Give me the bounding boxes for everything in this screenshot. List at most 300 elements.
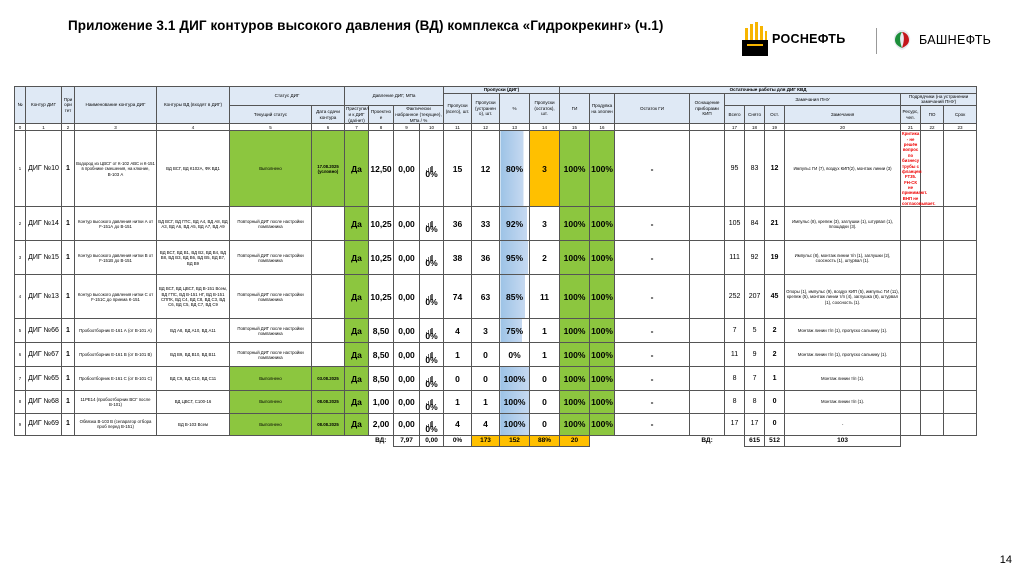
cell-contour-id: ДИГ №67	[26, 343, 62, 367]
cell-passes-total: 4	[444, 319, 472, 343]
cell-row-number: 2	[15, 207, 26, 241]
cell-passes-percent: 100%	[500, 413, 530, 435]
cell-priority: 1	[62, 275, 75, 319]
col-pnu: Замечания ПНУ	[725, 93, 901, 105]
cell-term	[944, 241, 977, 275]
cell-passes-fixed: 36	[472, 241, 500, 275]
rosneft-emblem-icon	[742, 22, 768, 56]
signal-bars-icon	[426, 161, 434, 167]
cell-pnu-total: 105	[725, 207, 745, 241]
cell-contour-name: Водород из ЦВСГ от К-102 АВС и К-151 в пробнике смешения, на клюние, В-103 А	[75, 131, 157, 207]
total-passes-left: 20	[560, 435, 590, 446]
actual-percent-value: 0%	[425, 402, 438, 413]
total-passes-fixed: 152	[500, 435, 530, 446]
cell-pnu-rest: 2	[765, 343, 785, 367]
col-status: Статус ДИГ	[230, 87, 345, 106]
cell-pnu-remarks: Опоры (1), импульс (9), воздух КИП (5), импульс ГИ (11), крепеж (5), монтаж линии т/п (4), заглушка (8), штурвал (1), соосность (1).	[785, 275, 901, 319]
cell-gi-rest: -	[615, 207, 690, 241]
cell-passes-total: 1	[444, 343, 472, 367]
col-resource: Ресурс, чел.	[901, 106, 921, 124]
cell-actual-pressure: 0,00	[394, 319, 420, 343]
cell-design-pressure: 10,25	[369, 207, 394, 241]
column-number: 19	[765, 124, 785, 131]
cell-handover-date	[312, 275, 345, 319]
column-number	[690, 124, 725, 131]
cell-started: Да	[345, 131, 369, 207]
cell-contour-name: 11РЕ14 (пробоотборник ВСГ после В-101)	[75, 391, 157, 413]
column-number	[615, 124, 690, 131]
cell-pnu-total: 11	[725, 343, 745, 367]
cell-pnu-total: 111	[725, 241, 745, 275]
cell-passes-percent: 0%	[500, 343, 530, 367]
col-remaining: Остаточные работы для ДИГ КВД	[560, 87, 977, 94]
col-gi: ГИ	[560, 93, 590, 124]
column-number: 15	[560, 124, 590, 131]
cell-row-number: 9	[15, 413, 26, 435]
cell-contractors	[901, 343, 921, 367]
column-number: 1	[26, 124, 62, 131]
cell-contour-id: ДИГ №66	[26, 319, 62, 343]
actual-percent-value: 0%	[425, 424, 438, 435]
cell-actual-percent	[420, 413, 444, 435]
col-current-status: Текущий статус	[230, 106, 312, 124]
cell-po	[921, 367, 944, 391]
cell-priority: 1	[62, 241, 75, 275]
cell-kip	[690, 319, 725, 343]
cell-vd-contours: ВД ВСГ, ВД ЦВСГ, ВД В-151 Всем, ВД ГПС, ВД В-151 НГ, ВД В-151 СППК, ВД С4, ВД С8, ВД С3, ВД С6, ВД С5, ВД С7, ВД С9	[157, 275, 230, 319]
cell-gi-rest: -	[615, 131, 690, 207]
bashneft-text: БАШНЕФТЬ	[919, 33, 992, 47]
col-handover-date: Дата сдачи контура	[312, 106, 345, 124]
total-actual: 0,00	[420, 435, 444, 446]
column-number: 0	[15, 124, 26, 131]
cell-passes-left: 3	[530, 131, 560, 207]
cell-contour-name: Контур высокого давления нитки С от F-151С до приема К-151	[75, 275, 157, 319]
col-passes: Пропуски (ДИГ)	[444, 87, 560, 94]
column-number: 6	[312, 124, 345, 131]
cell-passes-left: 0	[530, 367, 560, 391]
signal-bars-icon	[426, 323, 434, 329]
col-pressure: Давление ДИГ, МПа	[345, 87, 444, 106]
cell-actual-pressure: 0,00	[394, 367, 420, 391]
total-passes-total: 173	[472, 435, 500, 446]
cell-handover-date: 17.08.2025 (условно)	[312, 131, 345, 207]
col-name: Наименование контура ДИГ	[75, 87, 157, 124]
cell-passes-fixed: 4	[472, 413, 500, 435]
cell-gi: 100%	[560, 131, 590, 207]
cell-contractors	[901, 241, 921, 275]
cell-passes-total: 74	[444, 275, 472, 319]
cell-actual-pressure: 0,00	[394, 391, 420, 413]
total-pnu-total: 615	[745, 435, 765, 446]
cell-pnu-remarks: Импульс (8), крепеж (3), заглушки (1), штурвал (1), площадки (3).	[785, 207, 901, 241]
signal-bars-icon	[426, 416, 434, 422]
cell-vd-contours: ВД В-103 Всем	[157, 413, 230, 435]
logo-divider	[876, 28, 877, 54]
page-title: Приложение 3.1 ДИГ контуров высокого давления (ВД) комплекса «Гидрокрекинг» (ч.1)	[68, 18, 664, 33]
cell-pnu-remarks: Импульс ГИ (7), воздух КИП(2), монтаж линии (3)	[785, 131, 901, 207]
cell-contractors	[901, 319, 921, 343]
cell-pnu-remarks: Монтаж линии т/п (1), пропуско сальнику (1).	[785, 319, 901, 343]
cell-gi: 100%	[560, 413, 590, 435]
cell-contour-id: ДИГ №69	[26, 413, 62, 435]
cell-handover-date: 03.08.2025	[312, 367, 345, 391]
column-number: 11	[444, 124, 472, 131]
cell-gi-rest: -	[615, 343, 690, 367]
cell-actual-pressure: 0,00	[394, 275, 420, 319]
cell-passes-left: 2	[530, 241, 560, 275]
cell-po	[921, 391, 944, 413]
cell-pnu-total: 8	[725, 391, 745, 413]
cell-actual-pressure: 0,00	[394, 413, 420, 435]
column-number: 20	[785, 124, 901, 131]
cell-term	[944, 319, 977, 343]
cell-purge: 100%	[590, 391, 615, 413]
col-no: №	[15, 87, 26, 124]
col-pnu-rest: Ост.	[765, 106, 785, 124]
dig-table	[14, 86, 1011, 447]
cell-gi: 100%	[560, 275, 590, 319]
cell-gi: 100%	[560, 207, 590, 241]
cell-pnu-total: 17	[725, 413, 745, 435]
cell-passes-percent: 75%	[500, 319, 530, 343]
cell-design-pressure: 12,50	[369, 131, 394, 207]
cell-contour-name: Пробоотборник Е-161 С (от В-101 С)	[75, 367, 157, 391]
cell-pnu-rest: 19	[765, 241, 785, 275]
column-number: 5	[230, 124, 312, 131]
cell-contour-id: ДИГ №13	[26, 275, 62, 319]
col-purge: Продувка на злопен	[590, 93, 615, 124]
table-row	[15, 343, 1012, 367]
cell-passes-fixed: 0	[472, 343, 500, 367]
bashneft-logo	[890, 28, 991, 52]
cell-current-status: Выполнено	[230, 413, 312, 435]
col-design: Проектно е	[369, 106, 394, 124]
column-number: 22	[921, 124, 944, 131]
cell-passes-left: 0	[530, 413, 560, 435]
cell-pnu-remarks: Монтаж линии т/п (1).	[785, 367, 901, 391]
cell-passes-left: 1	[530, 319, 560, 343]
cell-pnu-rest: 21	[765, 207, 785, 241]
cell-pnu-rest: 12	[765, 131, 785, 207]
cell-po	[921, 241, 944, 275]
cell-term	[944, 343, 977, 367]
actual-percent-value: 0%	[425, 296, 438, 307]
total-pnu-removed: 512	[765, 435, 785, 446]
cell-pnu-removed: 17	[745, 413, 765, 435]
cell-current-status: Выполнено	[230, 391, 312, 413]
cell-actual-pressure: 0,00	[394, 131, 420, 207]
table-row	[15, 367, 1012, 391]
column-number: 8	[369, 124, 394, 131]
cell-purge: 100%	[590, 343, 615, 367]
cell-design-pressure: 10,25	[369, 241, 394, 275]
cell-pnu-remarks: Импульс (8), монтаж линии т/п (1), заглушки (2), соосность (1), штурвал (1).	[785, 241, 901, 275]
cell-pnu-rest: 0	[765, 391, 785, 413]
cell-contour-name: Контур высокого давления нитки А от F-151А до В-151	[75, 207, 157, 241]
cell-design-pressure: 8,50	[369, 319, 394, 343]
cell-contractors	[901, 367, 921, 391]
cell-passes-fixed: 63	[472, 275, 500, 319]
table-row	[15, 275, 1012, 319]
cell-pnu-total: 95	[725, 131, 745, 207]
cell-pnu-rest: 45	[765, 275, 785, 319]
col-passes-pct: %	[500, 93, 530, 124]
cell-current-status: Повторный ДИГ после настройки помпажника	[230, 319, 312, 343]
signal-bars-icon	[426, 371, 434, 377]
table-row	[15, 207, 1012, 241]
cell-gi-rest: -	[615, 319, 690, 343]
column-number: 9	[394, 124, 420, 131]
cell-vd-contours: ВД ВСГ, ВД К102А, ФК ВД1	[157, 131, 230, 207]
cell-purge: 100%	[590, 319, 615, 343]
col-contour: Контур ДИГ	[26, 87, 62, 124]
cell-passes-total: 38	[444, 241, 472, 275]
cell-actual-pressure: 0,00	[394, 343, 420, 367]
cell-current-status: Выполнено	[230, 131, 312, 207]
cell-started: Да	[345, 343, 369, 367]
actual-percent-value: 0%	[425, 330, 438, 341]
cell-started: Да	[345, 207, 369, 241]
col-contractors: Подрядчики (на устранении замечаний ПНУ)	[901, 93, 977, 105]
cell-handover-date	[312, 343, 345, 367]
cell-pnu-rest: 0	[765, 413, 785, 435]
cell-contractors	[901, 207, 921, 241]
cell-passes-left: 3	[530, 207, 560, 241]
cell-handover-date: 08.08.2025	[312, 413, 345, 435]
column-number: 18	[745, 124, 765, 131]
cell-vd-contours: ВД В9, ВД В10, ВД В11	[157, 343, 230, 367]
table-row	[15, 131, 1012, 207]
cell-started: Да	[345, 241, 369, 275]
col-passes-fixed: Пропуски (устранен о), шт.	[472, 93, 500, 124]
cell-actual-percent	[420, 343, 444, 367]
cell-passes-percent: 100%	[500, 391, 530, 413]
cell-priority: 1	[62, 343, 75, 367]
cell-started: Да	[345, 275, 369, 319]
column-number: 13	[500, 124, 530, 131]
cell-current-status: Повторный ДИГ после настройки помпажника	[230, 275, 312, 319]
cell-row-number: 7	[15, 367, 26, 391]
col-term: Срок	[944, 106, 977, 124]
cell-pnu-removed: 83	[745, 131, 765, 207]
signal-bars-icon	[426, 250, 434, 256]
table-row	[15, 319, 1012, 343]
cell-current-status: Выполнено	[230, 367, 312, 391]
column-number: 4	[157, 124, 230, 131]
cell-gi: 100%	[560, 241, 590, 275]
cell-term	[944, 413, 977, 435]
cell-po	[921, 319, 944, 343]
cell-passes-fixed: 1	[472, 391, 500, 413]
signal-bars-icon	[426, 289, 434, 295]
cell-pnu-remarks: -	[785, 413, 901, 435]
cell-row-number: 6	[15, 343, 26, 367]
cell-contour-name: Пробоотборник Е-161 А (от В-101 А)	[75, 319, 157, 343]
cell-po	[921, 131, 944, 207]
table-body	[15, 131, 1012, 436]
total-label: ВД:	[375, 437, 387, 445]
cell-handover-date: 08.08.2025	[312, 391, 345, 413]
cell-kip	[690, 131, 725, 207]
cell-kip	[690, 413, 725, 435]
cell-actual-percent	[420, 275, 444, 319]
cell-purge: 100%	[590, 131, 615, 207]
cell-pnu-removed: 7	[745, 367, 765, 391]
total-passes-pct: 88%	[530, 435, 560, 446]
cell-actual-percent	[420, 391, 444, 413]
cell-row-number: 1	[15, 131, 26, 207]
cell-priority: 1	[62, 131, 75, 207]
logos	[742, 22, 1002, 58]
column-number-row	[15, 124, 1012, 131]
cell-purge: 100%	[590, 275, 615, 319]
table-row	[15, 391, 1012, 413]
cell-kip	[690, 207, 725, 241]
cell-row-number: 4	[15, 275, 26, 319]
cell-contractors	[901, 413, 921, 435]
cell-row-number: 8	[15, 391, 26, 413]
cell-priority: 1	[62, 391, 75, 413]
cell-row-number: 5	[15, 319, 26, 343]
cell-row-number: 3	[15, 241, 26, 275]
signal-bars-icon	[426, 216, 434, 222]
cell-kip	[690, 275, 725, 319]
cell-handover-date	[312, 319, 345, 343]
cell-current-status: Повторный ДИГ после настройки помпажника	[230, 241, 312, 275]
cell-vd-contours: ВД С9, ВД С10, ВД С11	[157, 367, 230, 391]
cell-current-status: Повторный ДИГ после настройки помпажника	[230, 207, 312, 241]
cell-pnu-total: 8	[725, 367, 745, 391]
cell-term	[944, 207, 977, 241]
cell-passes-fixed: 3	[472, 319, 500, 343]
cell-contour-name: Контур высокого давления нитки В от F-151В до В-151	[75, 241, 157, 275]
table-row	[15, 413, 1012, 435]
cell-gi: 100%	[560, 343, 590, 367]
cell-pnu-removed: 207	[745, 275, 765, 319]
cell-design-pressure: 1,00	[369, 391, 394, 413]
cell-gi-rest: -	[615, 391, 690, 413]
cell-kip	[690, 241, 725, 275]
cell-gi-rest: -	[615, 241, 690, 275]
column-number: 17	[725, 124, 745, 131]
cell-pnu-removed: 5	[745, 319, 765, 343]
cell-contour-id: ДИГ №10	[26, 131, 62, 207]
col-pnu-total: Всего	[725, 106, 745, 124]
column-number: 16	[590, 124, 615, 131]
cell-started: Да	[345, 319, 369, 343]
cell-priority: 1	[62, 207, 75, 241]
cell-passes-total: 1	[444, 391, 472, 413]
cell-kip	[690, 367, 725, 391]
actual-percent-value: 0%	[425, 168, 438, 179]
cell-handover-date	[312, 207, 345, 241]
cell-term	[944, 131, 977, 207]
cell-passes-total: 15	[444, 131, 472, 207]
column-number: 21	[901, 124, 921, 131]
col-pnu-removed: Снято	[745, 106, 765, 124]
cell-gi-rest: -	[615, 367, 690, 391]
cell-passes-left: 11	[530, 275, 560, 319]
cell-po	[921, 413, 944, 435]
cell-contour-name: Обвязка В-103 В (сепаратор отбора проб перед В-151)	[75, 413, 157, 435]
total-pnu-rest: 103	[785, 435, 901, 446]
column-number: 3	[75, 124, 157, 131]
rosneft-logo	[742, 22, 846, 56]
cell-pnu-remarks: Монтаж линии т/п (1), пропуско сальнику (1).	[785, 343, 901, 367]
bashneft-emblem-icon	[890, 28, 914, 52]
cell-passes-percent: 100%	[500, 367, 530, 391]
cell-actual-percent	[420, 319, 444, 343]
cell-passes-percent: 80%	[500, 131, 530, 207]
cell-design-pressure: 8,50	[369, 367, 394, 391]
column-number: 14	[530, 124, 560, 131]
cell-pnu-rest: 2	[765, 319, 785, 343]
cell-purge: 100%	[590, 413, 615, 435]
cell-term	[944, 391, 977, 413]
cell-contour-id: ДИГ №65	[26, 367, 62, 391]
cell-purge: 100%	[590, 241, 615, 275]
cell-passes-left: 0	[530, 391, 560, 413]
column-number: 7	[345, 124, 369, 131]
cell-contractors: Критика - не решён вопрос по бизнесу трубы с фланцем FT35. FH-СК не принимают. ВНП не согласовывает.	[902, 131, 936, 207]
cell-passes-fixed: 0	[472, 367, 500, 391]
col-gi-rest: Остаток ГИ	[615, 93, 690, 124]
cell-actual-pressure: 0,00	[394, 207, 420, 241]
cell-design-pressure: 10,25	[369, 275, 394, 319]
cell-pnu-removed: 84	[745, 207, 765, 241]
totals-row	[15, 435, 1012, 446]
col-po: ПО	[921, 106, 944, 124]
cell-purge: 100%	[590, 207, 615, 241]
col-kip: Оснащение приборами КИП	[690, 93, 725, 124]
cell-priority: 1	[62, 367, 75, 391]
cell-actual-percent	[420, 207, 444, 241]
cell-term	[944, 275, 977, 319]
cell-contour-id: ДИГ №15	[26, 241, 62, 275]
cell-purge: 100%	[590, 367, 615, 391]
col-passes-total: Пропуски (всего), шт.	[444, 93, 472, 124]
column-number: 2	[62, 124, 75, 131]
rosneft-text: РОСНЕФТЬ	[772, 32, 846, 46]
cell-handover-date	[312, 241, 345, 275]
cell-contour-id: ДИГ №68	[26, 391, 62, 413]
col-priority: При ори тет	[62, 87, 75, 124]
cell-pnu-removed: 9	[745, 343, 765, 367]
cell-passes-total: 0	[444, 367, 472, 391]
cell-passes-fixed: 33	[472, 207, 500, 241]
cell-contractors	[901, 275, 921, 319]
cell-actual-percent	[420, 131, 444, 207]
cell-pnu-total: 7	[725, 319, 745, 343]
cell-contour-name: Пробоотборник Е-161 В (от В-101 В)	[75, 343, 157, 367]
cell-po	[921, 275, 944, 319]
cell-passes-percent: 92%	[500, 207, 530, 241]
cell-vd-contours: ВД ВСГ, ВД ГПС, ВД А4, ВД А8, ВД А3, ВД А6, ВД А5, ВД А7, ВД А9	[157, 207, 230, 241]
cell-current-status: Повторный ДИГ после настройки помпажника	[230, 343, 312, 367]
cell-pnu-rest: 1	[765, 367, 785, 391]
column-number: 23	[944, 124, 977, 131]
signal-bars-icon	[426, 394, 434, 400]
cell-gi-rest: -	[615, 413, 690, 435]
cell-term	[944, 367, 977, 391]
cell-pnu-removed: 92	[745, 241, 765, 275]
cell-po	[921, 207, 944, 241]
cell-vd-contours: ВД ЦВСГ, С100-16	[157, 391, 230, 413]
col-passes-left: Пропуски (остаток), шт.	[530, 93, 560, 124]
cell-passes-total: 36	[444, 207, 472, 241]
cell-pnu-total: 252	[725, 275, 745, 319]
